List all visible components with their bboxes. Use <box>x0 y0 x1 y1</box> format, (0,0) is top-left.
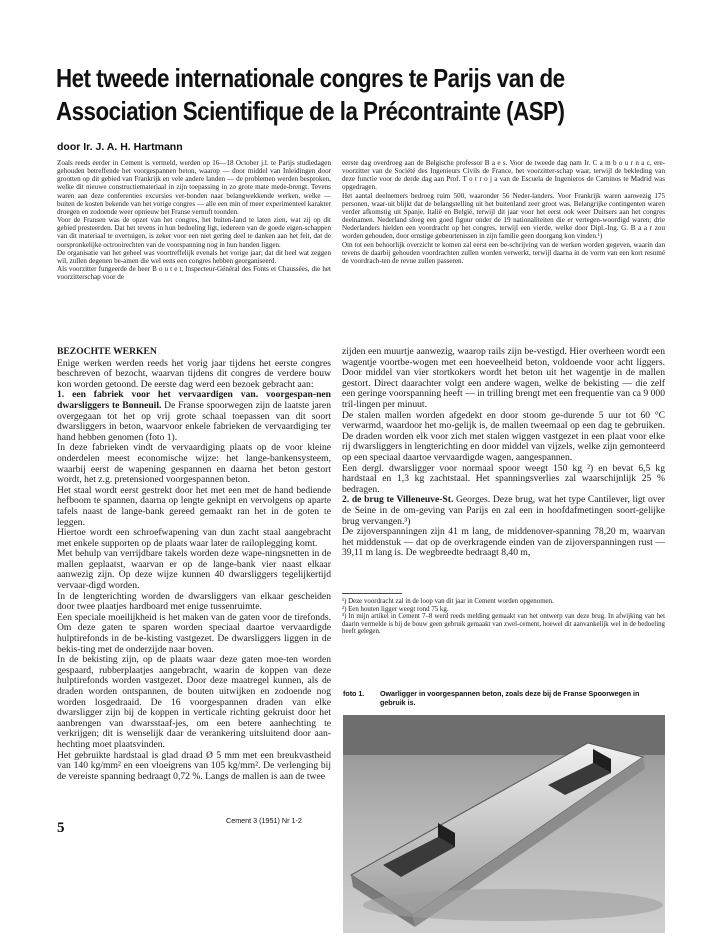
body-paragraph: De stalen mallen worden afgedekt en door stoom ge-durende 5 uur tot 60 °C verwarmd, waardoor het mo-gelijk is, de mallen tweemaal op een dag te gebruiken. De draden worden elk voor zich met stalen wiggen vastgezet in een plaat voor elke rij dwarsliggers in lengterichting en door middel van vijzels, welke zijn gemonteerd op een speciaal daartoe vervaardigde wagen, aangespannen. <box>342 409 665 463</box>
body-paragraph: zijden een muurtje aanwezig, waarop rails zijn be-vestigd. Hier overheen wordt een wagentje voortbe-wogen met een hoeveelheid beton, voldoende voor acht liggers. Door middel van vier stortkokers wordt het beton uit het wagentje in de mallen gestort. Direct daarachter volgt een andere wagen, welke de bekisting — die zelf een geringe voorspanning heeft — in trilling brengt met een frequentie van ca 9 000 tril-lingen per minuut. <box>342 346 665 410</box>
journal-footer: Cement 3 (1951) Nr 1-2 <box>226 816 302 825</box>
title-line-2: Association Scientifique de la Précontrainte (ASP) <box>56 96 565 126</box>
intro-paragraph: eerste dag overdroeg aan de Belgische professor B a e s. Voor de tweede dag nam Ir. C a m b o u r n a c, ere-voorzitter van de Société des Ingenieurs Civils de France, het voorzitter-schap waar, terwijl de bekleding van deze functie voor de derde dag aan Prof. T o r r o j a van de Escuela de Ingenieros de Caminos te Madrid was opgedragen. <box>342 159 665 192</box>
body-paragraph: Een speciale moeilijkheid is het maken van de gaten voor de tirefonds. Om deze gaten te sparen worden speciaal daartoe vervaardigde hulptirefonds in de be-kisting vastgezet. De dwarsliggers liggen in de bekis-ting met de onderzijde naar boven. <box>57 611 331 655</box>
footnote: ³) In mijn artikel in Cement 7–8 werd reeds melding gemaakt van het ontwerp van deze brug. In afwijking van het daarin vermelde is bij de bouw geen gebruik gemaakt van zwel-cement, hoewel dit aanvankelijk wel in de bedoeling heeft gelegen. <box>342 613 665 636</box>
intro-right-column <box>342 159 665 265</box>
body-paragraph: De zijoverspanningen zijn 41 m lang, de middenover-spanning 78,20 m, waarvan het middenstuk — dat op de overkragende einden van de zijoverspanningen rust — 39,11 m lang is. De wegbreedte bedraagt 8,40 m, <box>342 526 665 559</box>
body-paragraph: Het staal wordt eerst gestrekt door het met een met de hand bediende hefboom te spannen, daarna op lengte geknipt en vervolgens op aparte tafels naast de lange-bank gereed gemaakt ran het in de goten te leggen. <box>57 484 331 528</box>
photo-concrete-sleeper <box>343 715 665 933</box>
footnote: ²) Een houten ligger weegt rond 75 kg. <box>342 605 449 613</box>
intro-paragraph: De organisatie van het geheel was voortreffelijk evenals het vorige jaar; dat dit heel wat zeggen wil, zullen degenen be-amen die wel eens een congres hebben georganiseerd. <box>57 248 331 265</box>
intro-paragraph: Om tot een behoorlijk overzicht te komen zal eerst een be-schrijving van de werken worden gegeven, waarin dan tevens de daarbij gehouden voordrachten zullen worden verwerkt, terwijl daarna in de vorm van een kort resumé de voordrach-ten de revue zullen passeren. <box>342 240 665 265</box>
intro-left-column <box>57 159 331 281</box>
article-title <box>56 62 572 128</box>
item-2-lead: 2. de brug te Villeneuve-St. <box>342 494 454 506</box>
item-2-text: Georges. Deze brug, wat het type Cantilever, ligt over de Seine in de om-geving van Parijs en zal een in hoofdafmetingen soort-gelijke brug vervangen.³) <box>342 494 665 527</box>
body-paragraph: In de lengterichting worden de dwarsliggers van elkaar gescheiden door twee plaatjes hardboard met enige tussenruimte. <box>57 590 331 613</box>
intro-paragraph: Als voorzitter fungeerde de heer B o u t e t, Inspecteur-Général des Fonts et Chaussées, die het voorzitterschap voor de <box>57 265 331 282</box>
caption-label: foto 1. <box>343 690 365 698</box>
body-paragraph: Hiertoe wordt een schroefwapening van dun zacht staal aangebracht met enkele supporten op de plaats waar later de railoplegging komt. <box>57 527 331 549</box>
footnotes <box>342 598 665 636</box>
body-paragraph: In de bekisting zijn, op de plaats waar deze gaten moe-ten worden gespaard, rubberplaatjes aangebracht, waarin de koppen van deze hulptirefonds worden vastgezet. Door deze maatregel kunnen, als de draden worden ontspannen, de bouten uitwijken en zodoende nog worden losgedraaid. De 16 voorgespannen draden van elke dwarsligger zijn bij de koppen in verticale richting gekruist door het aanbrengen van dwarsstaaf-jes, om een betere aanhechting te verkrijgen; dit is wenselijk daar de verankering uitsluitend door aan-hechting moet plaatsvinden. <box>57 654 331 750</box>
footnote-divider <box>342 593 402 594</box>
intro-paragraph: Zoals reeds eerder in Cement is vermeld, werden op 16—18 October j.l. te Parijs studiedagen gehouden betreffende het voorgespannen beton, waarop — door middel van Inleidingen door grootten op dit gebied van Frankrijk en vele andere landen — de problemen werden besproken, welke dit nieuwe constructiemateriaal in zijn toepassing in zo grote mate mede-brengt. Tevens waren aan deze conferenties excursies ver-bonden naar belangwekkende werken, welke — buiten de kosten bekende van het vorige congres — alle een min of meer experimenteel karakter droegen en zodoende weer opnieuw het Franse vernuft toonden. <box>57 159 331 216</box>
intro-paragraph: Voor de Fransen was de opzet van het congres, het buiten-land te laten zien, wat zij op dit gebied presteerden. Dat het tevens in hun bedoeling ligt, iedereen van de goede eigen-schappen van dit materiaal te overtuigen, is zeker voor een niet gering deel te danken aan het feit, dat de oorspronkelijke octrooirechten van de voorspanning nog in hun handen liggen. <box>57 216 331 249</box>
section-heading: BEZOCHTE WERKEN <box>57 346 157 357</box>
body-paragraph: Een dergl. dwarsligger voor normaal spoor weegt 150 kg ²) en bevat 6,5 kg hardstaal en 1,3 kg zachtstaal. Het spanningsverlies zal waarschijnlijk 25 % bedragen. <box>342 462 665 495</box>
body-paragraph: Enige werken werden reeds het vorig jaar tijdens het eerste congres beschreven of bezocht, waarvan tijdens dit congres de verdere bouw kon worden getoond. De eerste dag werd een bezoek gebracht aan: <box>57 357 331 390</box>
intro-paragraph: Het aantal deelnemers bedroeg ruim 500, waaronder 56 Neder-landers. Voor Frankrijk waren aanwezig 175 personen, waar-uit blijkt dat de belangstelling uit het buitenland zeer groot was. Belangrijke contingenten waren verder afkomstig uit Spanje, Italië en België, terwijl dit jaar voor het eerst ook weer Duitsers aan het congres deelnamen. Nederland sloeg een goed figuur onder de 19 nationaliteiten die er vertegen-woordigd waren; drie Nederlanders hielden een voordracht op het congres, terwijl een vierde, welke door Dipl.-Ing. G. B a a r zou worden gehouden, door ernstige gebeurtenissen in zijn familie geen doorgang kon vinden.¹) <box>342 191 665 241</box>
body-right-column <box>342 347 665 559</box>
sleeper-photo-graphic <box>343 715 665 933</box>
body-paragraph: In deze fabrieken vindt de vervaardiging plaats op de voor kleine onderdelen meest economische wijze: het lange-bankensysteem, waarbij eerst de wapening gespannen en daarna het beton gestort wordt, het z.g. pretensioned voorgespannen beton. <box>57 442 331 486</box>
caption-text: Owarligger in voorgespannen beton, zoals deze bij de Franse Spoorwegen in gebruik is. <box>380 690 640 707</box>
footnote: ¹) Deze voordracht zal in de loop van dit jaar in Cement worden opgenomen. <box>342 598 554 605</box>
author-byline: door Ir. J. A. H. Hartmann <box>57 141 183 153</box>
title-line-1: Het tweede internationale congres te Parijs van de <box>56 63 565 93</box>
body-paragraph: Het gebruikte hardstaal is glad draad Ø 5 mm met een breukvastheid van 140 kg/mm² en een vloeigrens van 105 kg/mm². De verlenging bij de vereiste spanning bedraagt 0,72 %. Langs de mallen is aan de twee <box>57 749 331 782</box>
page-number: 5 <box>57 820 65 836</box>
item-1-paragraph <box>57 390 331 443</box>
body-left-column <box>57 347 331 782</box>
body-paragraph: Met behulp van verrijdbare takels worden deze wape-ningsnetten in de mallen geplaatst, waarvan er op de lange-bank vier naast elkaar aanwezig zijn. Op deze wijze kunnen 40 dwarsliggers tegelijkertijd vervaar-digd worden. <box>57 548 331 592</box>
item-1-lead: 1. een fabriek voor het vervaardigen van. voorgespan-nen dwarsliggers te Bonneuil. <box>57 389 331 411</box>
item-1-text: De Franse spoorwegen zijn de laatste jaren overgegaan tot het op vrij grote schaal toepassen van dit soort dwarsliggers in beton, waarvoor enkele fabrieken de vervaardiging ter hand hebben genomen (foto 1). <box>57 399 331 443</box>
item-2-paragraph <box>342 495 665 527</box>
